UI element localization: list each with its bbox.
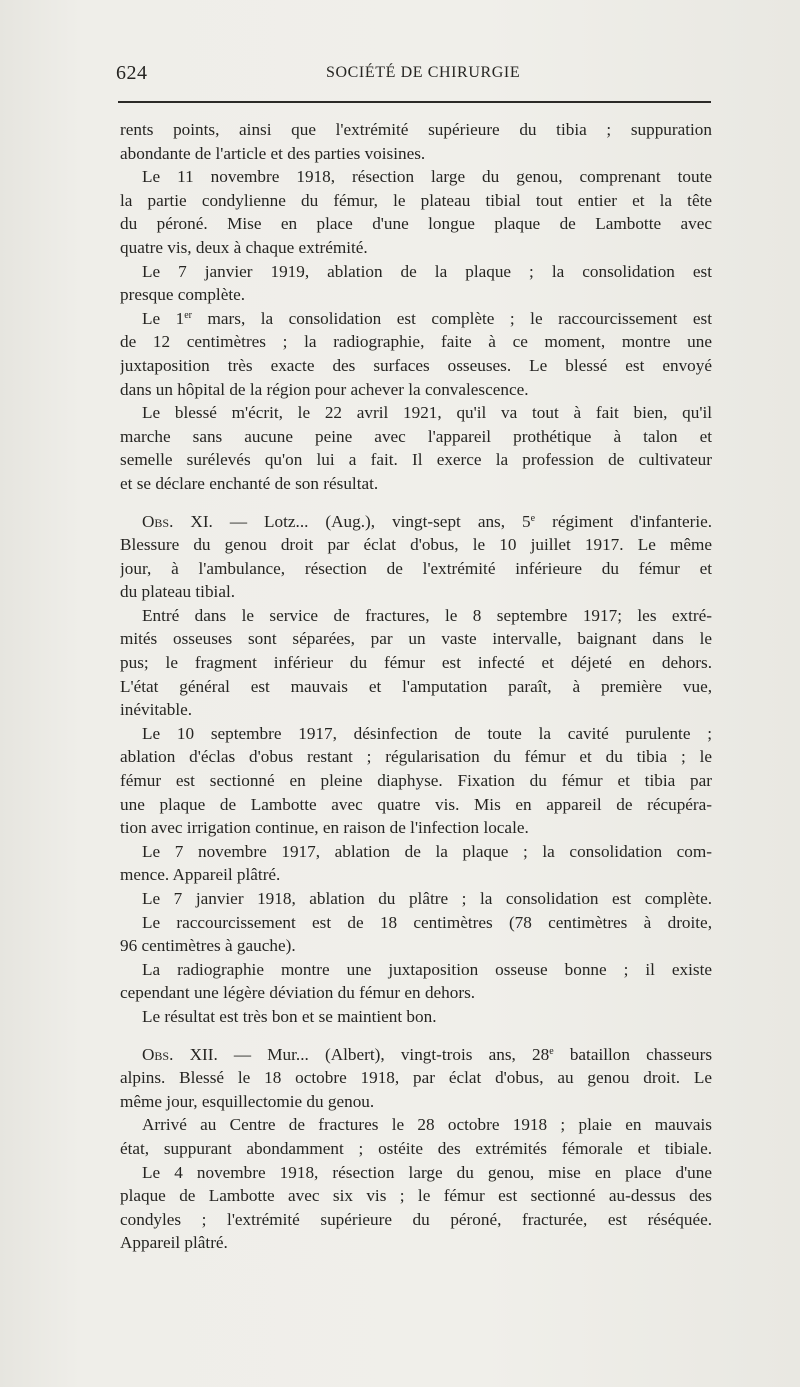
text-fragment: bataillon chasseurs xyxy=(569,1044,712,1064)
text-fragment: Le 1 xyxy=(142,308,185,328)
text-line: tion avec irrigation continue, en raison de l'infection locale. xyxy=(120,818,529,838)
text-line: même jour, esquillectomie du genou. xyxy=(120,1091,375,1111)
text-line: L'état général est mauvais et l'amputation paraît, à première vue, xyxy=(120,676,712,696)
text-line: inévitable. xyxy=(120,700,193,720)
text-fragment: XII. — Mur... (Albert), vingt-trois ans, 28 xyxy=(189,1044,550,1064)
obs-label: Obs. xyxy=(142,1044,174,1064)
running-title: SOCIÉTÉ DE CHIRURGIE xyxy=(326,64,521,81)
page-number: 624 xyxy=(116,62,148,84)
text-line: abondante de l'article et des parties voisines. xyxy=(120,143,426,163)
text-fragment: mars, la consolidation est complète ; le raccourcissement est xyxy=(207,308,712,328)
text-line: juxtaposition très exacte des surfaces osseuses. Le blessé est envoyé xyxy=(120,355,712,375)
text-line: Le raccourcissement est de 18 centimètres (78 centimètres à droite, xyxy=(142,912,712,932)
text-line xyxy=(120,1043,712,1067)
text-line: Arrivé au Centre de fractures le 28 octobre 1918 ; plaie en mauvais xyxy=(142,1115,712,1135)
text-line: Le 11 novembre 1918, résection large du genou, comprenant toute xyxy=(142,167,712,187)
paragraph-gap xyxy=(120,496,712,510)
text-line: une plaque de Lambotte avec quatre vis. Mis en appareil de récupéra- xyxy=(120,794,712,814)
text-line: Le 7 janvier 1919, ablation de la plaque ; la consolidation est xyxy=(142,261,712,281)
text-line: Blessure du genou droit par éclat d'obus, le 10 juillet 1917. Le même xyxy=(120,535,712,555)
text-line: presque complète. xyxy=(120,285,246,305)
text-line: jour, à l'ambulance, résection de l'extrémité inférieure du fémur et xyxy=(120,558,712,578)
text-line: cependant une légère déviation du fémur en dehors. xyxy=(120,983,476,1003)
text-line: ablation d'éclas d'obus restant ; régularisation du fémur et du tibia ; le xyxy=(120,747,712,767)
text-line: Le 10 septembre 1917, désinfection de toute la cavité purulente ; xyxy=(142,723,712,743)
text-line: quatre vis, deux à chaque extrémité. xyxy=(120,237,368,257)
text-line: mence. Appareil plâtré. xyxy=(120,865,281,885)
text-line: état, suppurant abondamment ; ostéite des extrémités fémorale et tibiale. xyxy=(120,1138,712,1158)
obs-label: Obs. xyxy=(142,511,174,531)
text-line: Appareil plâtré. xyxy=(120,1233,228,1253)
text-line: la partie condylienne du fémur, le plateau tibial tout entier et la tête xyxy=(120,190,712,210)
text-line: La radiographie montre une juxtaposition osseuse bonne ; il existe xyxy=(142,959,712,979)
text-line: du péroné. Mise en place d'une longue plaque de Lambotte avec xyxy=(120,214,712,234)
text-line: Le blessé m'écrit, le 22 avril 1921, qu'il va tout à fait bien, qu'il xyxy=(142,403,712,423)
text-fragment: XI. — Lotz... (Aug.), vingt-sept ans, 5 xyxy=(190,511,531,531)
paragraph-gap xyxy=(120,1029,712,1043)
text-line: Le 7 novembre 1917, ablation de la plaque ; la consolidation com- xyxy=(142,841,712,861)
text-line: alpins. Blessé le 18 octobre 1918, par éclat d'obus, au genou droit. Le xyxy=(120,1068,712,1088)
body-text xyxy=(120,118,712,1255)
superscript: e xyxy=(549,1045,554,1057)
text-line: Le résultat est très bon et se maintient bon. xyxy=(142,1006,437,1026)
text-line: Le 4 novembre 1918, résection large du genou, mise en place d'une xyxy=(142,1162,712,1182)
text-line: mités osseuses sont séparées, par un vaste intervalle, baignant dans le xyxy=(120,629,712,649)
text-line xyxy=(120,307,712,331)
superscript: e xyxy=(530,512,536,524)
text-line: du plateau tibial. xyxy=(120,582,236,602)
text-line: marche sans aucune peine avec l'appareil prothétique à talon et xyxy=(120,426,712,446)
text-fragment: régiment d'infanterie. xyxy=(552,511,712,531)
text-line: condyles ; l'extrémité supérieure du péroné, fracturée, est réséquée. xyxy=(120,1209,712,1229)
text-line: fémur est sectionné en pleine diaphyse. Fixation du fémur et tibia par xyxy=(120,771,712,791)
text-line: dans un hôpital de la région pour achever la convalescence. xyxy=(120,379,529,399)
text-line: et se déclare enchanté de son résultat. xyxy=(120,473,379,493)
text-line: de 12 centimètres ; la radiographie, faite à ce moment, montre une xyxy=(120,332,712,352)
text-line: Le 7 janvier 1918, ablation du plâtre ; la consolidation est complète. xyxy=(142,889,712,908)
text-line: Entré dans le service de fractures, le 8 septembre 1917; les extré- xyxy=(142,605,712,625)
text-line: plaque de Lambotte avec six vis ; le fémur est sectionné au-dessus des xyxy=(120,1186,712,1206)
text-line xyxy=(120,510,712,534)
text-line: 96 centimètres à gauche). xyxy=(120,936,296,956)
text-line: semelle surélevés qu'on lui a fait. Il exerce la profession de cultivateur xyxy=(120,450,712,470)
superscript: er xyxy=(184,309,193,321)
text-line: pus; le fragment inférieur du fémur est infecté et déjeté en dehors. xyxy=(120,653,712,673)
header-rule xyxy=(118,101,711,103)
text-line: rents points, ainsi que l'extrémité supérieure du tibia ; suppuration xyxy=(120,120,712,139)
